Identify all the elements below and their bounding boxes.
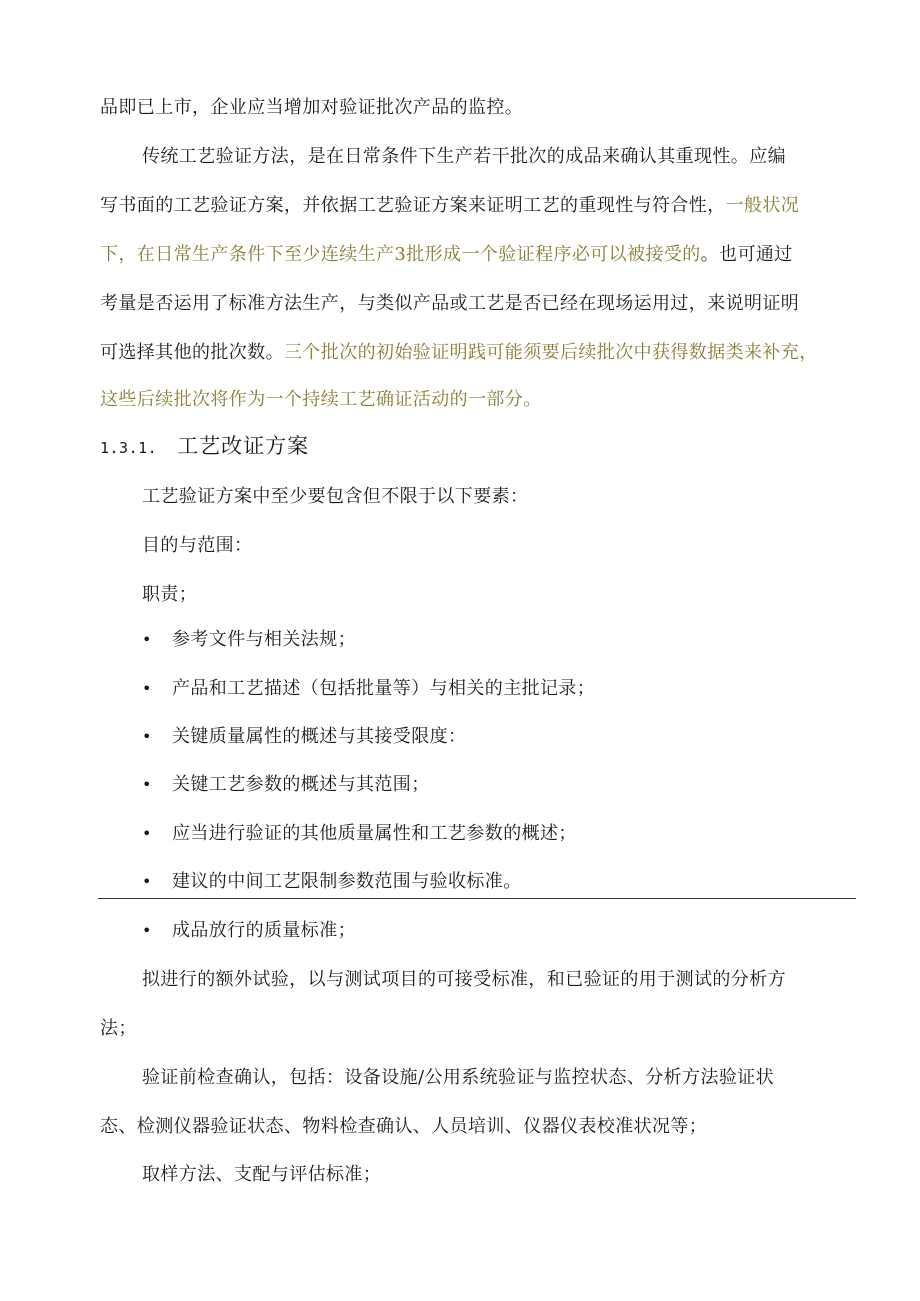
bullet-item: 参考文件与相关法规； — [172, 629, 356, 650]
section-title: 工艺改证方案 — [177, 434, 310, 458]
bullet-item: 建议的中间工艺限制参数范围与验收标准。 — [172, 871, 522, 892]
paragraph-line: 品即已上市，企业应当增加对验证批次产品的监控。 — [100, 97, 524, 118]
paragraph-line: 态、检测仪器验证状态、物料检查确认、人员培训、仪器仪表校准状况等； — [100, 1116, 708, 1137]
bullet-item: 成品放行的质量标准； — [172, 920, 356, 941]
intro-line: 工艺验证方案中至少要包含但不限于以下要素： — [142, 486, 529, 507]
highlighted-text: 下，在日常生产条件下至少连续生产3批形成一个验证程序必可以被接受的 — [100, 244, 701, 265]
bullet-icon: • — [142, 872, 152, 891]
bullet-icon: • — [142, 824, 152, 843]
bullet-item: 关键工艺参数的概述与其范围； — [172, 774, 430, 795]
paragraph-line: 拟进行的额外试验，以与测试项目的可接受标准，和已验证的用于测试的分析方 — [142, 969, 786, 990]
list-item: 目的与范围： — [142, 535, 253, 556]
section-heading — [100, 430, 309, 462]
highlighted-text: 三个批次的初始验证明践可能须要后续批次中获得数据类来补充， — [284, 342, 818, 363]
text-span: 写书面的工艺验证方案，并依据工艺验证方案来证明工艺的重现性与符合性， — [100, 195, 726, 216]
section-number: 1.3.1. — [100, 439, 158, 457]
text-span: 可选择其他的批次数。 — [100, 342, 284, 363]
list-item: 职责； — [142, 584, 198, 605]
highlighted-text: 一般状况 — [725, 195, 800, 216]
bullet-icon: • — [142, 921, 152, 940]
paragraph-line — [100, 388, 542, 412]
bullet-icon: • — [142, 679, 152, 698]
paragraph-line: 传统工艺验证方法，是在日常条件下生产若干批次的成品来确认其重现性。应编 — [142, 146, 786, 167]
paragraph-line: 取样方法、支配与评估标准； — [142, 1164, 382, 1185]
paragraph-line — [100, 194, 799, 218]
bullet-icon: • — [142, 727, 152, 746]
bullet-item: 关键质量属性的概述与其接受限度： — [172, 726, 467, 747]
paragraph-line — [100, 243, 793, 267]
paragraph-line: 法； — [100, 1018, 137, 1039]
bullet-item: 应当进行验证的其他质量属性和工艺参数的概述； — [172, 823, 577, 844]
bullet-icon: • — [142, 630, 152, 649]
horizontal-rule — [98, 898, 856, 899]
paragraph-line — [100, 341, 818, 365]
text-span: 。也可通过 — [700, 244, 793, 265]
paragraph-line: 考量是否运用了标准方法生产，与类似产品或工艺是否已经在现场运用过，来说明证明 — [100, 293, 800, 314]
paragraph-line: 验证前检查确认，包括：设备设施/公用系统验证与监控状态、分析方法验证状 — [142, 1067, 775, 1088]
bullet-icon: • — [142, 775, 152, 794]
highlighted-text: 这些后续批次将作为一个持续工艺确证活动的一部分。 — [100, 389, 542, 410]
bullet-item: 产品和工艺描述（包括批量等）与相关的主批记录； — [172, 678, 596, 699]
